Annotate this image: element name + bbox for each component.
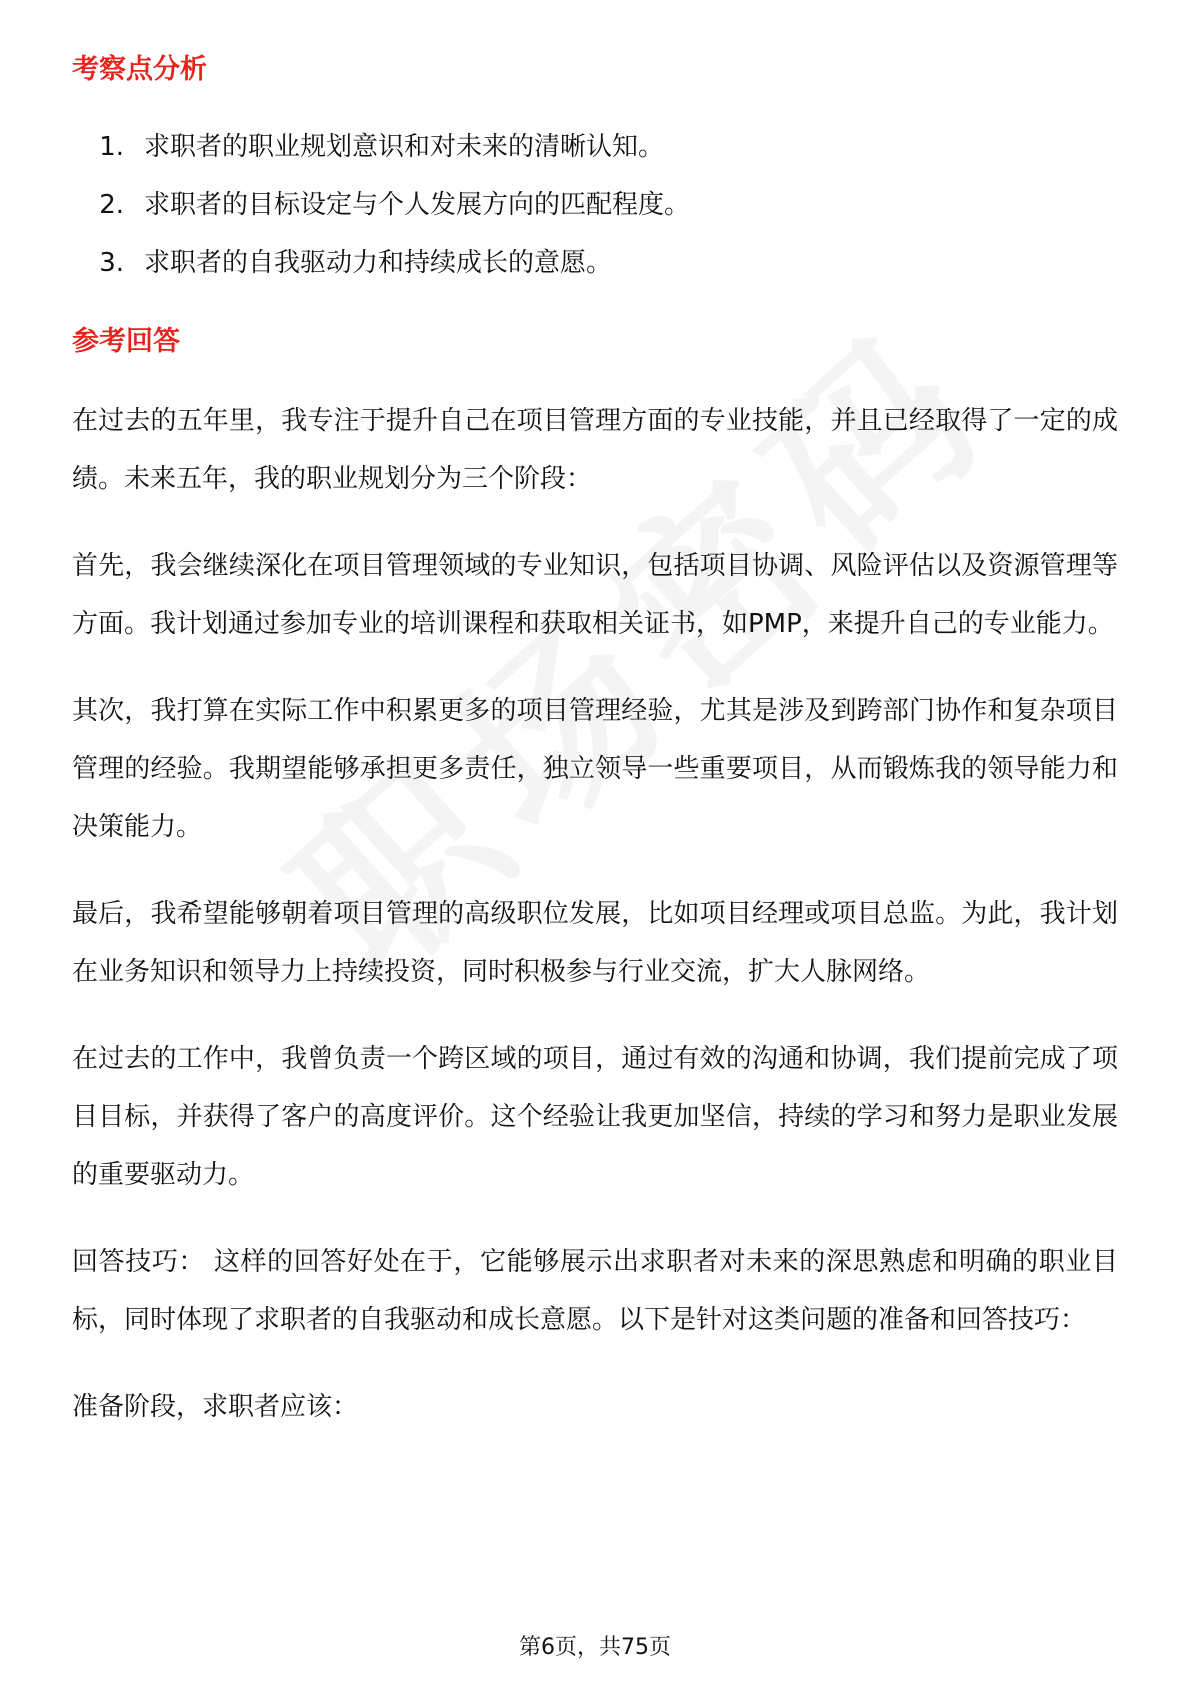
- list-item-text: 求职者的目标设定与个人发展方向的匹配程度。: [144, 190, 691, 220]
- list-item-number: 2.: [99, 190, 124, 220]
- section-title-answer: 参考回答: [72, 326, 180, 357]
- analysis-point-list: [72, 118, 1118, 292]
- page-number-footer: 第6页，共75页: [519, 1635, 671, 1660]
- paragraph: 首先，我会继续深化在项目管理领域的专业知识，包括项目协调、风险评估以及资源管理等方面。我计划通过参加专业的培训课程和获取相关证书，如PMP，来提升自己的专业能力。: [72, 551, 1118, 639]
- paragraph: 回答技巧： 这样的回答好处在于，它能够展示出求职者对未来的深思熟虑和明确的职业目标，同时体现了求职者的自我驱动和成长意愿。以下是针对这类问题的准备和回答技巧：: [72, 1247, 1118, 1335]
- paragraph: 最后，我希望能够朝着项目管理的高级职位发展，比如项目经理或项目总监。为此，我计划在业务知识和领导力上持续投资，同时积极参与行业交流，扩大人脉网络。: [72, 899, 1118, 987]
- list-item: [72, 176, 1118, 234]
- list-item: [72, 118, 1118, 176]
- list-item: [72, 234, 1118, 292]
- page-content: [72, 42, 1118, 1436]
- list-item-number: 3.: [99, 248, 124, 278]
- list-item-text: 求职者的职业规划意识和对未来的清晰认知。: [144, 132, 665, 162]
- list-item-text: 求职者的自我驱动力和持续成长的意愿。: [144, 248, 613, 278]
- section-title-analysis: 考察点分析: [72, 54, 207, 85]
- paragraph: 在过去的五年里，我专注于提升自己在项目管理方面的专业技能，并且已经取得了一定的成绩。未来五年，我的职业规划分为三个阶段：: [72, 406, 1118, 494]
- paragraph: 准备阶段，求职者应该：: [72, 1392, 359, 1422]
- list-item-number: 1.: [99, 132, 124, 162]
- paragraph: 其次，我打算在实际工作中积累更多的项目管理经验，尤其是涉及到跨部门协作和复杂项目管理的经验。我期望能够承担更多责任，独立领导一些重要项目，从而锻炼我的领导能力和决策能力。: [72, 696, 1118, 842]
- paragraph: 在过去的工作中，我曾负责一个跨区域的项目，通过有效的沟通和协调，我们提前完成了项目目标，并获得了客户的高度评价。这个经验让我更加坚信，持续的学习和努力是职业发展的重要驱动力。: [72, 1044, 1118, 1190]
